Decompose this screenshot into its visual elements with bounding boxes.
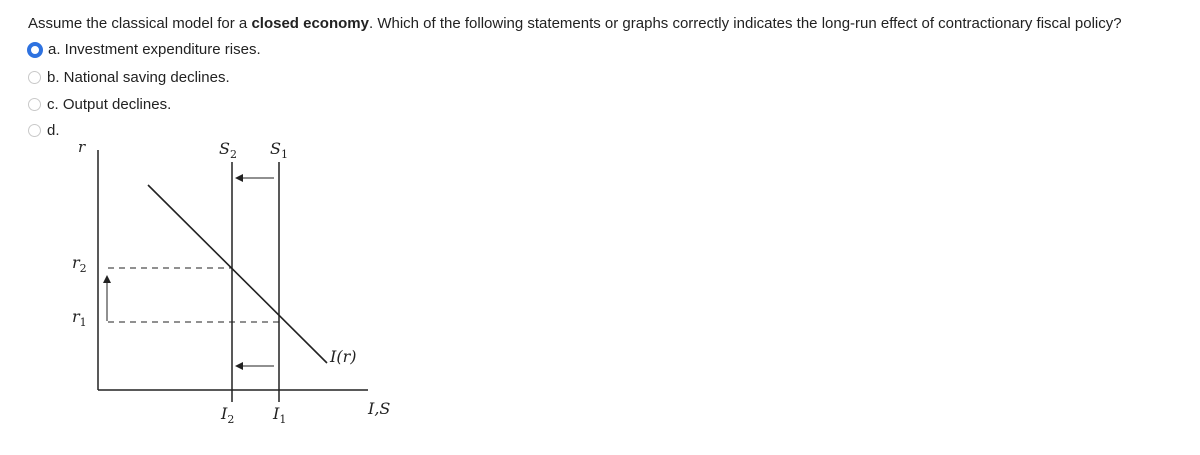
s1-label: $S_1$ (270, 139, 288, 161)
option-c-label: c. Output declines. (47, 96, 172, 113)
question-suffix: . Which of the following statements or graphs correctly indicates the long-run effect of contractionary fiscal policy? (368, 15, 1122, 32)
y-axis-label: r (78, 138, 86, 156)
question-prefix: Assume the classical model for a (28, 15, 252, 32)
r1-label: $r_1$ (72, 307, 87, 329)
i2-label: $I_2$ (221, 404, 235, 426)
option-a-label: a. Investment expenditure rises. (48, 41, 261, 58)
option-b-label: b. National saving declines. (47, 69, 230, 86)
r2-label: $r_2$ (72, 253, 87, 275)
i1-label: $I_1$ (273, 404, 287, 426)
s2-label: $S_2$ (219, 139, 237, 161)
investment-curve (148, 185, 327, 363)
x-axis-label: I,S (368, 399, 391, 418)
curve-label: I(r) (330, 347, 357, 366)
question-bold: closed economy (251, 15, 369, 32)
option-d-label: d. (47, 122, 60, 139)
